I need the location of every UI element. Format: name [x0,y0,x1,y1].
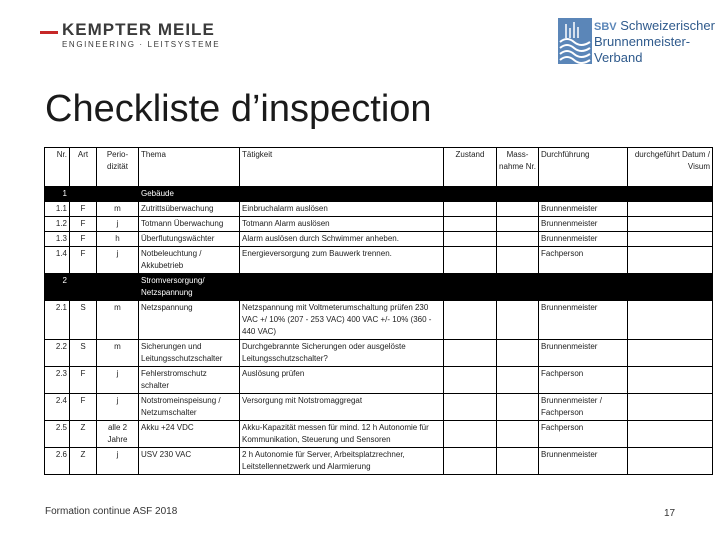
cell-thema [139,217,240,232]
cell-text: Netzspannung mit Voltmeterumschaltung prüfen 230 VAC +/ 10% (207 - 253 VAC) 400 VAC +/- 10% (360 - 440 VAC) [242,303,432,336]
sbv-name [594,18,715,66]
cell-nr [45,340,70,367]
cell-thema [139,301,240,340]
cell-z [444,217,497,232]
cell-d [628,187,713,202]
cell-text: 2 h Autonomie für Server, Arbeitsplatzrechner, Leitstellennetzwerk und Alarmierung [242,450,405,471]
cell-taetigkeit [240,421,444,448]
cell-perio [97,187,139,202]
table-row [45,202,713,217]
sbv-line-1: SBV Schweizerischer [594,18,715,33]
cell-text: Netzspannung [141,303,193,312]
cell-text: F [80,369,86,378]
sbv-emblem-icon [558,18,592,64]
cell-taetigkeit [240,187,444,202]
cell-perio [97,448,139,475]
header-durchgefuehrt: durchgeführt Datum / Visum [628,148,713,187]
cell-d [628,448,713,475]
cell-text: 2.2 [55,342,67,351]
cell-taetigkeit [240,367,444,394]
cell-text: j [116,369,119,378]
sbv-line-3: Verband [594,50,643,65]
cell-perio [97,202,139,217]
cell-art [70,232,97,247]
table-row [45,340,713,367]
cell-perio [97,367,139,394]
cell-text: j [116,249,119,258]
cell-z [444,421,497,448]
cell-text: 2 [62,276,67,285]
cell-durch [539,448,628,475]
cell-text: m [114,342,121,351]
cell-taetigkeit [240,217,444,232]
cell-text: m [114,303,121,312]
cell-text: Auslösung prüfen [242,369,305,378]
header-art: Art [70,148,97,187]
cell-text: Energieversorgung zum Bauwerk trennen. [242,249,392,258]
page-number: 17 [664,508,676,519]
cell-thema [139,367,240,394]
cell-durch [539,301,628,340]
cell-text: h [115,234,120,243]
cell-durch [539,217,628,232]
cell-thema [139,232,240,247]
cell-perio [97,232,139,247]
sbv-line-2: Brunnenmeister- [594,34,691,49]
cell-taetigkeit [240,247,444,274]
cell-text: Akku-Kapazität messen für mind. 12 h Autonomie für Kommunikation, Steuerung und Sensoren [242,423,429,444]
cell-nr [45,232,70,247]
cell-text: Durchgebrannte Sicherungen oder ausgelöste Leitungsschutzschalter? [242,342,406,363]
cell-taetigkeit [240,202,444,217]
sbv-logo [558,18,718,66]
table-row [45,448,713,475]
header-periodizitaet: Perio-dizität [97,148,139,187]
table-row [45,367,713,394]
cell-thema [139,247,240,274]
cell-text: Brunnenmeister [541,219,598,228]
table-row [45,394,713,421]
sbv-abbr: SBV [594,21,617,33]
cell-durch [539,202,628,217]
cell-nr [45,301,70,340]
cell-durch [539,247,628,274]
cell-m [497,367,539,394]
cell-thema [139,187,240,202]
cell-nr [45,421,70,448]
cell-nr [45,202,70,217]
cell-d [628,202,713,217]
cell-z [444,448,497,475]
cell-text: 1.4 [55,249,67,258]
cell-thema [139,202,240,217]
page-title: Checkliste d’inspection [45,88,432,130]
header-zustand: Zustand [444,148,497,187]
cell-text: 1.3 [55,234,67,243]
cell-text: 2.3 [55,369,67,378]
cell-text: 2.5 [55,423,67,432]
cell-text: 2.1 [55,303,67,312]
cell-durch [539,187,628,202]
cell-text: F [80,249,86,258]
cell-m [497,274,539,301]
cell-z [444,187,497,202]
section-row [45,274,713,301]
cell-text: Versorgung mit Notstromaggregat [242,396,363,405]
cell-taetigkeit [240,301,444,340]
cell-text: Überflutungswächter [141,234,215,243]
cell-art [70,340,97,367]
cell-art [70,301,97,340]
cell-perio [97,301,139,340]
cell-art [70,187,97,202]
cell-text: Z [80,450,86,459]
cell-text: Brunnenmeister / Fachperson [541,396,602,417]
cell-nr [45,247,70,274]
cell-taetigkeit [240,448,444,475]
cell-text: Fachperson [541,249,584,258]
cell-m [497,394,539,421]
cell-taetigkeit [240,394,444,421]
cell-text: F [80,396,86,405]
cell-text: 1 [62,189,67,198]
cell-text: Totmann Alarm auslösen [242,219,330,228]
cell-text: USV 230 VAC [141,450,192,459]
cell-d [628,217,713,232]
cell-d [628,232,713,247]
footer-text: Formation continue ASF 2018 [45,506,178,517]
cell-art [70,421,97,448]
cell-art [70,217,97,232]
cell-nr [45,187,70,202]
table-row [45,217,713,232]
cell-z [444,202,497,217]
cell-text: Notstromeinspeisung / Netzumschalter [141,396,221,417]
cell-nr [45,394,70,421]
table-row [45,301,713,340]
cell-thema [139,340,240,367]
cell-m [497,301,539,340]
cell-perio [97,217,139,232]
cell-d [628,421,713,448]
cell-m [497,202,539,217]
cell-text: Sicherungen und Leitungsschutzschalter [141,342,223,363]
cell-durch [539,394,628,421]
cell-text: j [116,396,119,405]
cell-text: j [116,219,119,228]
cell-text: j [116,450,119,459]
cell-text: 2.6 [55,450,67,459]
cell-text: Einbruchalarm auslösen [242,204,328,213]
header-nr: Nr. [45,148,70,187]
cell-text: Brunnenmeister [541,204,598,213]
cell-perio [97,421,139,448]
inspection-checklist-table [44,147,713,475]
cell-art [70,448,97,475]
cell-thema [139,274,240,301]
cell-text: F [80,234,86,243]
logo-company-tagline: ENGINEERING · LEITSYSTEME [62,40,221,49]
header-thema: Thema [139,148,240,187]
cell-text: Brunnenmeister [541,303,598,312]
cell-text: S [80,303,86,312]
cell-text: Fehlerstromschutz schalter [141,369,207,390]
cell-art [70,394,97,421]
cell-text: Brunnenmeister [541,450,598,459]
section-row [45,187,713,202]
cell-m [497,247,539,274]
cell-d [628,394,713,421]
cell-art [70,274,97,301]
cell-m [497,448,539,475]
cell-durch [539,274,628,301]
cell-durch [539,232,628,247]
cell-nr [45,217,70,232]
cell-nr [45,448,70,475]
logo-accent-bar [40,31,58,34]
cell-art [70,367,97,394]
cell-text: Akku +24 VDC [141,423,194,432]
cell-text: Notbeleuchtung / Akkubetrieb [141,249,202,270]
cell-m [497,187,539,202]
cell-z [444,340,497,367]
table-row [45,232,713,247]
cell-text: Alarm auslösen durch Schwimmer anheben. [242,234,399,243]
table-header-row [45,148,713,187]
cell-taetigkeit [240,340,444,367]
cell-text: 2.4 [55,396,67,405]
cell-nr [45,367,70,394]
cell-d [628,340,713,367]
kempter-meile-logo [40,20,221,49]
cell-m [497,232,539,247]
cell-perio [97,247,139,274]
cell-durch [539,421,628,448]
cell-z [444,274,497,301]
cell-text: Fachperson [541,423,584,432]
cell-z [444,301,497,340]
cell-text: 1.1 [55,204,67,213]
header-taetigkeit: Tätigkeit [240,148,444,187]
cell-perio [97,340,139,367]
cell-d [628,367,713,394]
cell-text: F [80,219,86,228]
table-row [45,247,713,274]
cell-d [628,247,713,274]
cell-text: alle 2 Jahre [107,423,128,444]
cell-text: Gebäude [141,189,174,198]
cell-text: Z [80,423,86,432]
cell-nr [45,274,70,301]
cell-taetigkeit [240,232,444,247]
cell-text: m [114,204,121,213]
cell-m [497,217,539,232]
cell-thema [139,421,240,448]
cell-m [497,421,539,448]
cell-text: S [80,342,86,351]
cell-z [444,367,497,394]
cell-text: Stromversorgung/ Netzspannung [141,276,205,297]
cell-art [70,202,97,217]
cell-text: Brunnenmeister [541,342,598,351]
cell-durch [539,367,628,394]
cell-d [628,274,713,301]
cell-perio [97,394,139,421]
header-durchfuehrung: Durchführung [539,148,628,187]
header-massnahme: Mass-nahme Nr. [497,148,539,187]
cell-thema [139,394,240,421]
cell-text: Brunnenmeister [541,234,598,243]
cell-durch [539,340,628,367]
cell-text: Zutrittsüberwachung [141,204,214,213]
cell-text: F [80,204,86,213]
cell-z [444,247,497,274]
cell-text: Totmann Überwachung [141,219,224,228]
cell-z [444,232,497,247]
cell-text: 1.2 [55,219,67,228]
cell-d [628,301,713,340]
cell-text: Fachperson [541,369,584,378]
cell-thema [139,448,240,475]
cell-m [497,340,539,367]
cell-art [70,247,97,274]
cell-perio [97,274,139,301]
table-row [45,421,713,448]
logo-company-name: KEMPTER MEILE [62,20,215,39]
cell-taetigkeit [240,274,444,301]
cell-z [444,394,497,421]
